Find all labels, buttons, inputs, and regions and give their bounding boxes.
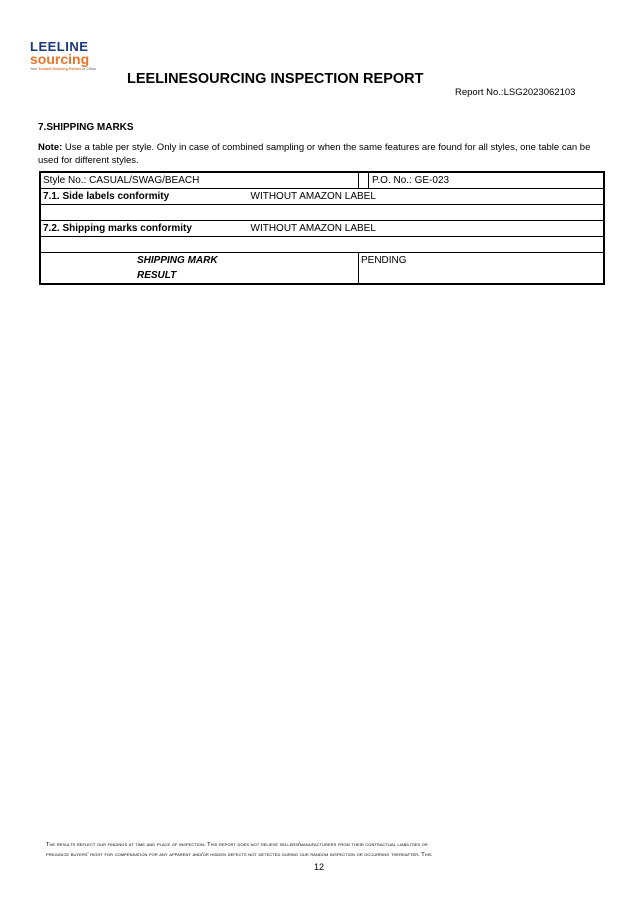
note-label: Note: <box>38 142 63 153</box>
logo-tagline-suffix: in China <box>82 67 96 71</box>
result-label-line1: SHIPPING MARK <box>137 255 218 266</box>
result-label-cell <box>40 253 359 285</box>
table-row <box>40 237 604 253</box>
company-logo <box>30 40 110 71</box>
disclaimer-line1: The results reflect our findings at time and place of inspection. This report does not relieve sellers/manufacturers from their contractual liabilities or <box>46 842 428 848</box>
table-row <box>40 172 604 189</box>
page-number: 12 <box>313 862 324 872</box>
result-value-cell: PENDING <box>359 253 605 285</box>
table-row <box>40 205 604 221</box>
shipping-marks-label: 7.2. Shipping marks conformity <box>40 221 359 237</box>
side-labels-label: 7.1. Side labels conformity <box>40 189 359 205</box>
logo-tagline-prefix: Your <box>30 67 38 71</box>
po-no-text: P.O. No.: GE-023 <box>368 173 449 188</box>
logo-tagline-highlight: Trusted Sourcing Partner <box>38 67 82 71</box>
footer-disclaimer <box>46 840 606 860</box>
po-no-cell <box>359 172 605 189</box>
disclaimer-line2: prejudice buyers' right for compensation for any apparent and/or hidden defects not detected during our random inspection or occurring thereafter. This <box>46 852 432 858</box>
note-text: Use a table per style. Only in case of combined sampling or when the same features are found for all styles, one table can be used for different styles. <box>38 142 591 166</box>
logo-line1: LEELINE <box>30 39 89 54</box>
shipping-marks-table <box>39 171 605 285</box>
result-label-line2: RESULT <box>137 270 177 281</box>
blank-row <box>40 205 604 221</box>
table-row <box>40 253 604 285</box>
side-labels-value-text: WITHOUT AMAZON LABEL <box>250 191 376 202</box>
report-title: LEELINESOURCING INSPECTION REPORT <box>127 71 424 87</box>
blank-row <box>40 237 604 253</box>
section-heading: 7.SHIPPING MARKS <box>38 122 134 133</box>
style-no-cell: Style No.: CASUAL/SWAG/BEACH <box>40 172 359 189</box>
section-note <box>38 141 606 167</box>
report-number: Report No.:LSG2023062103 <box>455 87 576 98</box>
logo-line2: sourcing <box>30 51 90 67</box>
shipping-marks-value <box>250 221 605 237</box>
logo-tagline <box>30 67 110 71</box>
table-row <box>40 221 604 237</box>
shipping-marks-value-text: WITHOUT AMAZON LABEL <box>250 223 376 234</box>
table-row <box>40 189 604 205</box>
side-labels-value <box>250 189 605 205</box>
